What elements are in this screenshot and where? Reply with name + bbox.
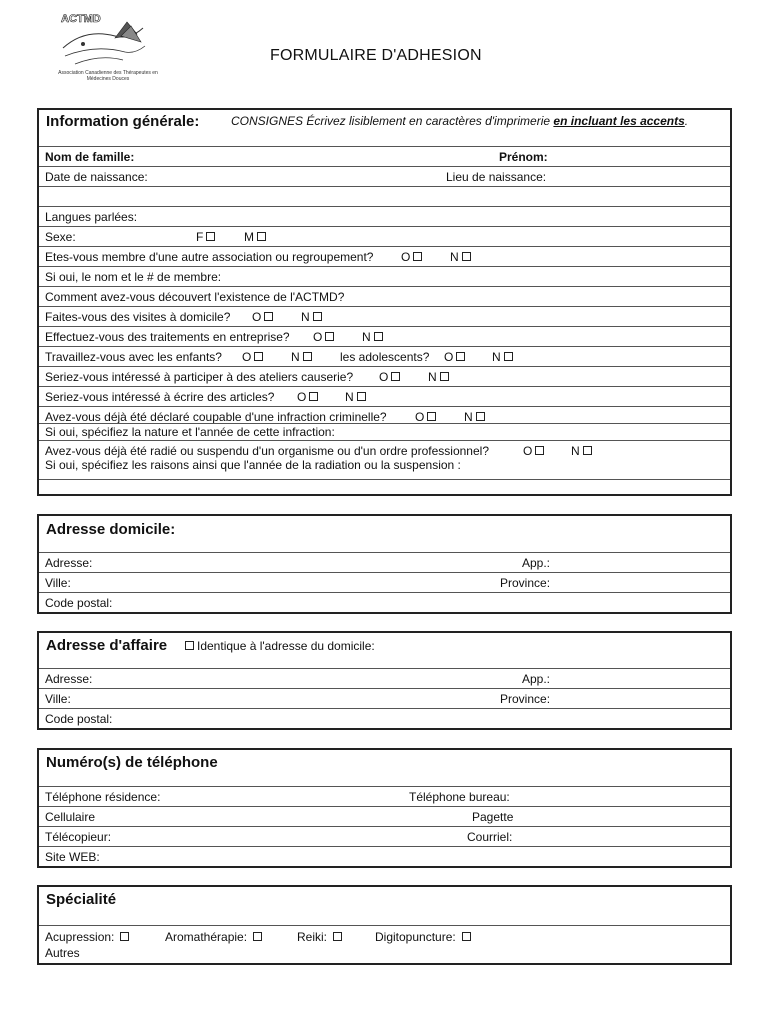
prenom-label[interactable]: Prénom: (499, 150, 548, 164)
traitements-non-checkbox[interactable] (374, 332, 383, 341)
row-domicile-code (39, 592, 730, 613)
enfants-oui[interactable]: O (242, 347, 263, 367)
affaire-ville-label[interactable]: Ville: (45, 692, 71, 706)
row-telecopieur (39, 826, 730, 847)
membre-non-checkbox[interactable] (462, 252, 471, 261)
row-si-oui-radiation (39, 457, 730, 474)
row-blank-2[interactable] (39, 479, 730, 495)
si-oui-radiation-label[interactable]: Si oui, spécifiez les raisons ainsi que l'année de la radiation ou la suspension : (45, 458, 461, 472)
enfants-non-checkbox[interactable] (303, 352, 312, 361)
lieu-naissance-label[interactable]: Lieu de naissance: (446, 170, 547, 184)
acupression-checkbox[interactable] (120, 932, 129, 941)
date-naissance-label[interactable]: Date de naissance: (45, 170, 148, 184)
row-tel-residence (39, 786, 730, 807)
traitements-oui[interactable]: O (313, 327, 334, 347)
adolescents-oui[interactable]: O (444, 347, 465, 367)
sexe-f-checkbox[interactable] (206, 232, 215, 241)
row-enfants (39, 346, 730, 367)
visites-question: Faites-vous des visites à domicile? (45, 310, 231, 324)
telephone-heading: Numéro(s) de téléphone (46, 754, 218, 771)
row-decouvert (39, 286, 730, 307)
svg-text:ACTMD: ACTMD (61, 13, 101, 25)
page-title: FORMULAIRE D'ADHESION (270, 47, 482, 64)
general-heading: Information générale: (46, 113, 200, 130)
domicile-code-label[interactable]: Code postal: (45, 596, 113, 610)
row-affaire-adresse (39, 668, 730, 689)
acupression-option[interactable]: Acupression: (45, 926, 129, 948)
domicile-adresse-label[interactable]: Adresse: (45, 556, 93, 570)
digitopuncture-checkbox[interactable] (462, 932, 471, 941)
affaire-province-label[interactable]: Province: (500, 692, 551, 706)
coupable-oui-checkbox[interactable] (427, 412, 436, 421)
row-autres (39, 943, 730, 963)
articles-oui-checkbox[interactable] (309, 392, 318, 401)
domicile-app-label[interactable]: App.: (522, 556, 551, 570)
traitements-non[interactable]: N (362, 327, 383, 347)
row-site-web (39, 846, 730, 867)
decouvert-label[interactable]: Comment avez-vous découvert l'existence de l'ACTMD? (45, 290, 345, 304)
radie-question: Avez-vous déjà été radié ou suspendu d'un organisme ou d'un ordre professionnel? (45, 444, 489, 458)
general-section (37, 108, 732, 496)
row-radie (39, 440, 730, 458)
traitements-oui-checkbox[interactable] (325, 332, 334, 341)
row-domicile-adresse (39, 552, 730, 573)
articles-non[interactable]: N (345, 387, 366, 407)
radie-oui[interactable]: O (523, 441, 544, 461)
visites-oui[interactable]: O (252, 307, 273, 327)
affaire-heading: Adresse d'affaire (46, 637, 168, 654)
aromatherapie-option[interactable]: Aromathérapie: (165, 926, 262, 948)
membre-question: Etes-vous membre d'une autre association ou regroupement? (45, 250, 374, 264)
cellulaire-label[interactable]: Cellulaire (45, 810, 96, 824)
row-visites (39, 306, 730, 327)
tel-residence-label[interactable]: Téléphone résidence: (45, 790, 161, 804)
enfants-question: Travaillez-vous avec les enfants? (45, 350, 222, 364)
affaire-adresse-label[interactable]: Adresse: (45, 672, 93, 686)
reiki-checkbox[interactable] (333, 932, 342, 941)
row-ateliers (39, 366, 730, 387)
domicile-province-label[interactable]: Province: (500, 576, 551, 590)
si-oui-nom-label[interactable]: Si oui, le nom et le # de membre: (45, 270, 222, 284)
ateliers-oui-checkbox[interactable] (391, 372, 400, 381)
coupable-non-checkbox[interactable] (476, 412, 485, 421)
identique-checkbox[interactable] (185, 641, 194, 650)
reiki-option[interactable]: Reiki: (297, 926, 342, 948)
coupable-question: Avez-vous déjà été déclaré coupable d'une infraction criminelle? (45, 410, 387, 424)
consignes-text: CONSIGNES Écrivez lisiblement en caractères d'imprimerie en incluant les accents. (231, 114, 689, 128)
affaire-app-label[interactable]: App.: (522, 672, 551, 686)
courriel-label[interactable]: Courriel: (467, 830, 513, 844)
domicile-ville-label[interactable]: Ville: (45, 576, 71, 590)
row-naissance (39, 166, 730, 187)
coupable-oui[interactable]: O (415, 407, 436, 427)
radie-non[interactable]: N (571, 441, 592, 461)
traitements-question: Effectuez-vous des traitements en entreprise? (45, 330, 290, 344)
adolescents-oui-checkbox[interactable] (456, 352, 465, 361)
sexe-f-option[interactable]: F (196, 227, 215, 247)
articles-non-checkbox[interactable] (357, 392, 366, 401)
membre-non[interactable]: N (450, 247, 471, 267)
row-si-oui-nom (39, 266, 730, 287)
sexe-label: Sexe: (45, 230, 76, 244)
radie-non-checkbox[interactable] (583, 446, 592, 455)
pagette-label[interactable]: Pagette (472, 810, 514, 824)
row-cellulaire (39, 806, 730, 827)
specialite-section (37, 885, 732, 965)
telecopieur-label[interactable]: Télécopieur: (45, 830, 112, 844)
nom-label[interactable]: Nom de famille: (45, 150, 135, 164)
visites-oui-checkbox[interactable] (264, 312, 273, 321)
row-langues (39, 206, 730, 227)
row-affaire-ville (39, 688, 730, 709)
row-membre (39, 246, 730, 267)
adolescents-non-checkbox[interactable] (504, 352, 513, 361)
tel-bureau-label[interactable]: Téléphone bureau: (409, 790, 510, 804)
identique-option[interactable]: Identique à l'adresse du domicile: (185, 639, 375, 653)
logo-caption: Association Canadienne des Thérapeutes en Médecines Douces (58, 70, 158, 82)
langues-label[interactable]: Langues parlées: (45, 210, 138, 224)
specialite-heading: Spécialité (46, 891, 117, 908)
row-articles (39, 386, 730, 407)
domicile-heading: Adresse domicile: (46, 521, 176, 538)
visites-non[interactable]: N (301, 307, 322, 327)
adolescents-non[interactable]: N (492, 347, 513, 367)
row-coupable (39, 406, 730, 424)
membre-oui[interactable]: O (401, 247, 422, 267)
enfants-oui-checkbox[interactable] (254, 352, 263, 361)
membre-oui-checkbox[interactable] (413, 252, 422, 261)
radie-oui-checkbox[interactable] (535, 446, 544, 455)
domicile-section (37, 514, 732, 614)
row-blank-1[interactable] (39, 186, 730, 207)
ateliers-oui[interactable]: O (379, 367, 400, 387)
row-affaire-code (39, 708, 730, 729)
visites-non-checkbox[interactable] (313, 312, 322, 321)
si-oui-infraction-label[interactable]: Si oui, spécifiez la nature et l'année de cette infraction: (45, 425, 335, 439)
row-domicile-ville (39, 572, 730, 593)
ateliers-non-checkbox[interactable] (440, 372, 449, 381)
row-traitements (39, 326, 730, 347)
row-nom (39, 146, 730, 167)
adolescents-question: les adolescents? (340, 350, 430, 364)
telephone-section (37, 748, 732, 868)
affaire-code-label[interactable]: Code postal: (45, 712, 113, 726)
row-si-oui-infraction (39, 423, 730, 441)
articles-question: Seriez-vous intéressé à écrire des articles? (45, 390, 275, 404)
affaire-section (37, 631, 732, 730)
digitopuncture-option[interactable]: Digitopuncture: (375, 926, 471, 948)
ateliers-question: Seriez-vous intéressé à participer à des ateliers causerie? (45, 370, 354, 384)
articles-oui[interactable]: O (297, 387, 318, 407)
site-web-label[interactable]: Site WEB: (45, 850, 100, 864)
coupable-non[interactable]: N (464, 407, 485, 427)
row-sexe (39, 226, 730, 247)
sexe-m-option[interactable]: M (244, 227, 266, 247)
autres-label[interactable]: Autres (45, 946, 80, 960)
aromatherapie-checkbox[interactable] (253, 932, 262, 941)
sexe-m-checkbox[interactable] (257, 232, 266, 241)
ateliers-non[interactable]: N (428, 367, 449, 387)
enfants-non[interactable]: N (291, 347, 312, 367)
